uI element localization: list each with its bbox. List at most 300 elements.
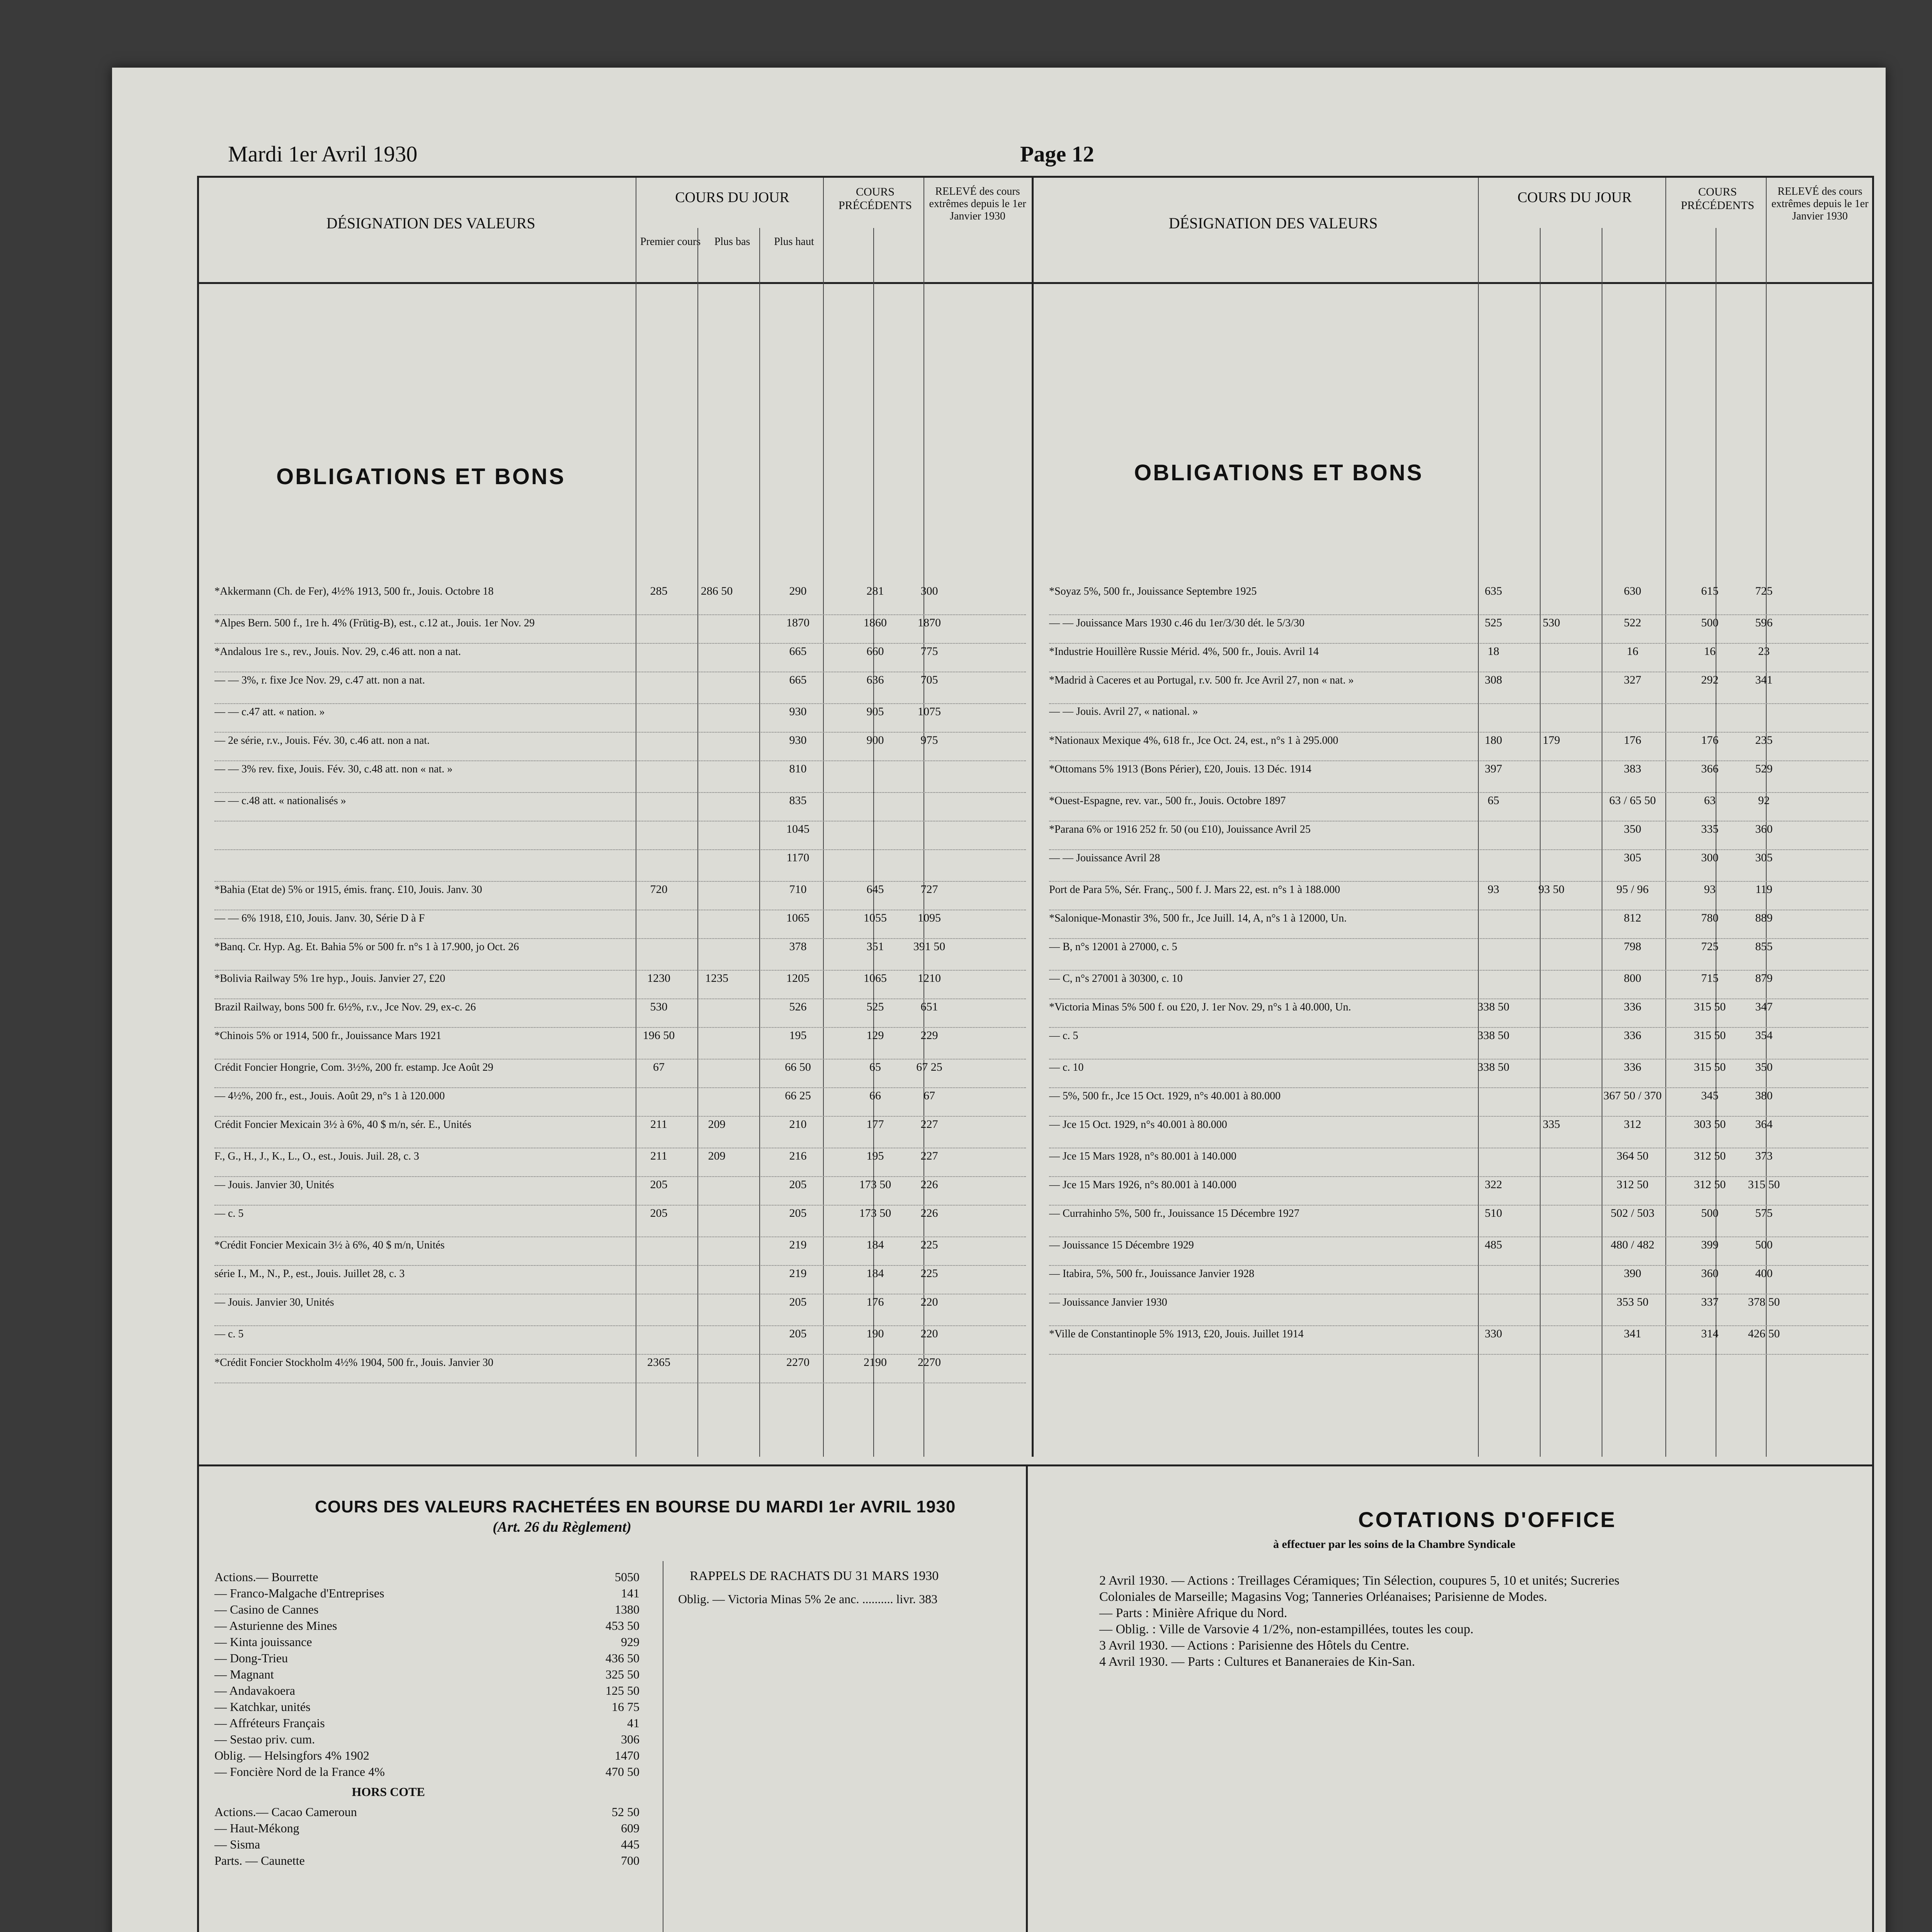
bond-prec: 1065 xyxy=(786,912,810,924)
bond-name: Brazil Railway, bons 500 fr. 6½%, r.v., Jce Nov. 29, ex-c. 26 xyxy=(214,1001,476,1013)
left-cours-prec-header: COURS PRÉCÉDENTS xyxy=(838,185,912,212)
bond-releve-haut: 92 xyxy=(1758,794,1770,807)
bond-releve-bas: 399 xyxy=(1701,1238,1719,1251)
bond-prec: 336 xyxy=(1624,1061,1641,1073)
bond-name: *Ouest-Espagne, rev. var., 500 fr., Jouis. Octobre 1897 xyxy=(1049,795,1286,807)
bond-releve-haut: 226 xyxy=(920,1178,938,1191)
bond-prec: 522 xyxy=(1624,616,1641,629)
bond-prec: 378 xyxy=(789,940,807,953)
rachetee-name: — Sestao priv. cum. xyxy=(214,1732,315,1746)
bond-haut: 209 xyxy=(708,1118,726,1131)
bond-releve-haut: 220 xyxy=(920,1327,938,1340)
bond-premier: 285 xyxy=(650,585,668,597)
left-bas-header: Plus bas xyxy=(714,236,750,248)
bond-row xyxy=(1049,644,1868,672)
bond-premier: 635 xyxy=(1485,585,1502,597)
hors-cote-title: HORS COTE xyxy=(352,1785,425,1799)
bond-name: — — Jouis. Avril 27, « national. » xyxy=(1049,706,1198,718)
rachetees-title: COURS DES VALEURS RACHETÉES EN BOURSE DU MARDI 1er AVRIL 1930 xyxy=(315,1497,956,1516)
bond-releve-bas: 281 xyxy=(866,585,884,597)
bond-releve-haut: 235 xyxy=(1755,734,1773,747)
bond-releve-haut: 119 xyxy=(1755,883,1772,896)
rachetee-item xyxy=(214,1601,659,1617)
bond-name: *Alpes Bern. 500 f., 1re h. 4% (Frütig-B), est., c.12 at., Jouis. 1er Nov. 29 xyxy=(214,617,535,629)
bond-releve-haut: 651 xyxy=(920,1000,938,1013)
hors-cote-name: Parts. — Caunette xyxy=(214,1854,305,1867)
page-number: Page 12 xyxy=(1020,141,1094,167)
bond-haut: 1235 xyxy=(705,972,728,985)
bond-releve-haut: 227 xyxy=(920,1118,938,1131)
bond-releve-haut: 705 xyxy=(920,673,938,686)
bond-releve-bas: 184 xyxy=(866,1238,884,1251)
rachetee-name: — Kinta jouissance xyxy=(214,1635,312,1649)
bond-releve-bas: 173 50 xyxy=(859,1207,891,1219)
bond-releve-haut: 341 xyxy=(1755,673,1773,686)
bond-releve-haut: 220 xyxy=(920,1296,938,1308)
bond-premier: 338 50 xyxy=(1477,1061,1510,1073)
bond-premier: 211 xyxy=(650,1150,667,1162)
rachetee-item xyxy=(214,1747,659,1764)
bond-prec: 350 xyxy=(1624,823,1641,835)
bond-premier: 338 50 xyxy=(1477,1000,1510,1013)
bond-prec: 195 xyxy=(789,1029,807,1042)
bond-row xyxy=(214,939,1026,971)
bond-row xyxy=(214,1206,1026,1237)
hors-cote-cours: 445 xyxy=(621,1837,639,1851)
bond-prec: 205 xyxy=(789,1207,807,1219)
bond-row xyxy=(214,1237,1026,1266)
bond-premier: 205 xyxy=(650,1207,668,1219)
bond-releve-bas: 300 xyxy=(1701,851,1719,864)
bond-releve-bas: 660 xyxy=(866,645,884,658)
bond-name: *Banq. Cr. Hyp. Ag. Et. Bahia 5% or 500 fr. n°s 1 à 17.900, jo Oct. 26 xyxy=(214,941,519,953)
bond-name: — Jouissance 15 Décembre 1929 xyxy=(1049,1239,1194,1251)
bond-prec: 336 xyxy=(1624,1029,1641,1042)
bond-prec: 210 xyxy=(789,1118,807,1131)
bond-name: Port de Para 5%, Sér. Franç., 500 f. J. Mars 22, est. n°s 1 à 188.000 xyxy=(1049,884,1340,896)
bond-row xyxy=(214,704,1026,733)
bond-releve-bas: 335 xyxy=(1701,823,1719,835)
bond-haut: 209 xyxy=(708,1150,726,1162)
rachetee-item xyxy=(214,1634,659,1650)
bond-name: *Chinois 5% or 1914, 500 fr., Jouissance Mars 1921 xyxy=(214,1030,442,1042)
left-premier-header: Premier cours xyxy=(640,236,701,248)
rachetee-cours: 470 50 xyxy=(605,1765,639,1779)
bond-prec: 390 xyxy=(1624,1267,1641,1280)
bond-row xyxy=(214,850,1026,882)
bond-row xyxy=(214,672,1026,704)
rachetees-list xyxy=(214,1569,659,1869)
bond-releve-bas: 351 xyxy=(866,940,884,953)
bond-prec: 665 xyxy=(789,673,807,686)
bond-row xyxy=(1049,971,1868,999)
bond-haut: 335 xyxy=(1543,1118,1560,1131)
bond-releve-bas: 525 xyxy=(866,1000,884,1013)
bond-releve-bas: 312 50 xyxy=(1694,1150,1726,1162)
rachetee-item xyxy=(214,1666,659,1682)
bond-premier: 211 xyxy=(650,1118,667,1131)
bond-prec: 205 xyxy=(789,1296,807,1308)
bond-row xyxy=(214,644,1026,672)
bond-row xyxy=(1049,761,1868,793)
rachetee-item xyxy=(214,1682,659,1699)
bond-name: — c. 10 xyxy=(1049,1061,1084,1073)
bond-prec: 353 50 xyxy=(1616,1296,1649,1308)
bond-releve-haut: 426 50 xyxy=(1748,1327,1780,1340)
bond-releve-haut: 855 xyxy=(1755,940,1773,953)
bond-row xyxy=(1049,1060,1868,1088)
rachetee-cours: 41 xyxy=(627,1716,639,1730)
right-cours-jour-header: COURS DU JOUR xyxy=(1517,189,1632,206)
bond-name: — Jce 15 Mars 1928, n°s 80.001 à 140.000 xyxy=(1049,1150,1236,1162)
bond-row xyxy=(214,999,1026,1028)
bond-premier: 397 xyxy=(1485,762,1502,775)
right-section-title: OBLIGATIONS ET BONS xyxy=(1134,460,1423,485)
cotation-line: — Parts : Minière Afrique du Nord. xyxy=(1099,1606,1287,1620)
right-cours-prec-header: COURS PRÉCÉDENTS xyxy=(1680,185,1755,212)
bond-releve-haut: 23 xyxy=(1758,645,1770,658)
bond-prec: 63 / 65 50 xyxy=(1609,794,1656,807)
bond-releve-bas: 500 xyxy=(1701,1207,1719,1219)
bond-row xyxy=(214,1294,1026,1326)
cotations-subtitle: à effectuer par les soins de la Chambre Syndicale xyxy=(1273,1538,1515,1551)
bond-name: *Akkermann (Ch. de Fer), 4½% 1913, 500 fr., Jouis. Octobre 18 xyxy=(214,585,494,597)
bond-premier: 18 xyxy=(1488,645,1499,658)
bond-releve-haut: 350 xyxy=(1755,1061,1773,1073)
bond-prec: 312 xyxy=(1624,1118,1641,1131)
bond-releve-haut: 500 xyxy=(1755,1238,1773,1251)
left-designation-header: DÉSIGNATION DES VALEURS xyxy=(326,214,536,232)
bond-releve-haut: 1870 xyxy=(918,616,941,629)
rachetee-item xyxy=(214,1731,659,1747)
bond-releve-bas: 315 50 xyxy=(1694,1029,1726,1042)
rappels-rachats-title: RAPPELS DE RACHATS DU 31 MARS 1930 xyxy=(690,1569,939,1583)
bond-name: — 5%, 500 fr., Jce 15 Oct. 1929, n°s 40.001 à 80.000 xyxy=(1049,1090,1281,1102)
hors-cote-name: Actions.— Cacao Cameroun xyxy=(214,1805,357,1819)
bond-releve-haut: 67 25 xyxy=(916,1061,942,1073)
rachetee-cours: 929 xyxy=(621,1635,639,1649)
hors-cote-cours: 700 xyxy=(621,1854,639,1867)
bond-name: — Jouis. Janvier 30, Unités xyxy=(214,1296,334,1308)
rachetee-name: Oblig. — Helsingfors 4% 1902 xyxy=(214,1748,369,1762)
cotation-line: 2 Avril 1930. — Actions : Treillages Céramiques; Tin Sélection, coupures 5, 10 et unités; Sucreries xyxy=(1099,1573,1620,1588)
bond-prec: 502 / 503 xyxy=(1611,1207,1655,1219)
rachetee-name: — Magnant xyxy=(214,1667,274,1681)
bond-releve-haut: 315 50 xyxy=(1748,1178,1780,1191)
bond-releve-bas: 190 xyxy=(866,1327,884,1340)
bond-prec: 341 xyxy=(1624,1327,1641,1340)
bond-name: — Jce 15 Mars 1926, n°s 80.001 à 140.000 xyxy=(1049,1179,1236,1191)
bond-row xyxy=(214,1355,1026,1383)
left-obligations-table xyxy=(214,583,1026,1383)
bond-name: *Crédit Foncier Mexicain 3½ à 6%, 40 $ m/n, Unités xyxy=(214,1239,445,1251)
main-frame xyxy=(197,176,1874,1932)
rachetee-item xyxy=(214,1569,659,1585)
bond-prec: 364 50 xyxy=(1616,1150,1649,1162)
bond-name: *Parana 6% or 1916 252 fr. 50 (ou £10), Jouissance Avril 25 xyxy=(1049,823,1311,835)
bond-releve-bas: 636 xyxy=(866,673,884,686)
bond-name: — Itabira, 5%, 500 fr., Jouissance Janvier 1928 xyxy=(1049,1268,1255,1280)
cotations-title: COTATIONS D'OFFICE xyxy=(1358,1507,1617,1532)
bond-name: — C, n°s 27001 à 30300, c. 10 xyxy=(1049,973,1183,985)
bond-prec: 219 xyxy=(789,1238,807,1251)
bond-name: — Jouissance Janvier 1930 xyxy=(1049,1296,1167,1308)
rachetee-cours: 453 50 xyxy=(605,1619,639,1633)
bond-row xyxy=(1049,1326,1868,1355)
bond-name: *Crédit Foncier Stockholm 4½% 1904, 500 fr., Jouis. Janvier 30 xyxy=(214,1357,493,1369)
bond-row xyxy=(214,583,1026,615)
bond-row xyxy=(1049,1237,1868,1266)
bond-prec: 205 xyxy=(789,1327,807,1340)
hors-cote-name: — Haut-Mékong xyxy=(214,1821,299,1835)
bond-haut: 286 50 xyxy=(701,585,733,597)
bond-prec: 930 xyxy=(789,734,807,747)
bond-prec: 216 xyxy=(789,1150,807,1162)
bond-premier: 338 50 xyxy=(1477,1029,1510,1042)
bond-prec: 1170 xyxy=(786,851,810,864)
bond-releve-haut: 225 xyxy=(920,1238,938,1251)
bond-releve-bas: 173 50 xyxy=(859,1178,891,1191)
bond-prec: 630 xyxy=(1624,585,1641,597)
bond-prec: 710 xyxy=(789,883,807,896)
rachetee-name: — Andavakoera xyxy=(214,1684,295,1697)
bond-row xyxy=(1049,1206,1868,1237)
bond-name: — — Jouissance Avril 28 xyxy=(1049,852,1160,864)
bond-releve-bas: 1065 xyxy=(864,972,887,985)
bond-name: — Jouis. Janvier 30, Unités xyxy=(214,1179,334,1191)
bond-releve-haut: 575 xyxy=(1755,1207,1773,1219)
bond-row xyxy=(1049,583,1868,615)
bond-releve-bas: 315 50 xyxy=(1694,1000,1726,1013)
bond-releve-bas: 725 xyxy=(1701,940,1719,953)
bond-row xyxy=(1049,882,1868,910)
bond-prec: 16 xyxy=(1627,645,1638,658)
bond-row xyxy=(214,910,1026,939)
bond-row xyxy=(214,1326,1026,1355)
rappels-rachats-text: Oblig. — Victoria Minas 5% 2e anc. .......... livr. 383 xyxy=(678,1592,938,1606)
bond-releve-bas: 1055 xyxy=(864,912,887,924)
bond-premier: 93 xyxy=(1488,883,1499,896)
bond-row xyxy=(1049,704,1868,733)
bond-releve-haut: 67 xyxy=(923,1089,935,1102)
rachetee-item xyxy=(214,1617,659,1634)
bond-releve-haut: 1075 xyxy=(918,705,941,718)
bond-name: Crédit Foncier Mexicain 3½ à 6%, 40 $ m/n, sér. E., Unités xyxy=(214,1119,471,1131)
bond-name: F., G., H., J., K., L., O., est., Jouis. Juil. 28, c. 3 xyxy=(214,1150,419,1162)
bond-premier: 65 xyxy=(1488,794,1499,807)
bond-name: *Nationaux Mexique 4%, 618 fr., Jce Oct. 24, est., n°s 1 à 295.000 xyxy=(1049,735,1338,747)
bond-row xyxy=(1049,1266,1868,1294)
bond-releve-haut: 391 50 xyxy=(913,940,946,953)
bond-prec: 95 / 96 xyxy=(1616,883,1649,896)
bond-name: *Salonique-Monastir 3%, 500 fr., Jce Juill. 14, A, n°s 1 à 12000, Un. xyxy=(1049,912,1347,924)
bond-releve-haut: 975 xyxy=(920,734,938,747)
bond-releve-haut: 227 xyxy=(920,1150,938,1162)
bond-releve-haut: 300 xyxy=(920,585,938,597)
hors-cote-cours: 52 50 xyxy=(612,1805,639,1819)
bond-releve-bas: 66 xyxy=(869,1089,881,1102)
bond-prec: 176 xyxy=(1624,734,1641,747)
bond-releve-bas: 715 xyxy=(1701,972,1719,985)
bond-premier: 720 xyxy=(650,883,668,896)
bond-prec: 798 xyxy=(1624,940,1641,953)
bond-premier: 525 xyxy=(1485,616,1502,629)
bond-releve-haut: 354 xyxy=(1755,1029,1773,1042)
bond-premier: 1230 xyxy=(647,972,670,985)
bond-prec: 305 xyxy=(1624,851,1641,864)
bond-premier: 205 xyxy=(650,1178,668,1191)
bond-releve-haut: 889 xyxy=(1755,912,1773,924)
bond-name: *Ville de Constantinople 5% 1913, £20, Jouis. Juillet 1914 xyxy=(1049,1328,1304,1340)
bond-haut: 530 xyxy=(1543,616,1560,629)
bond-name: — B, n°s 12001 à 27000, c. 5 xyxy=(1049,941,1177,953)
bond-releve-bas: 315 50 xyxy=(1694,1061,1726,1073)
bond-row xyxy=(1049,672,1868,704)
bond-prec: 665 xyxy=(789,645,807,658)
bond-prec: 66 50 xyxy=(785,1061,811,1073)
bond-releve-bas: 129 xyxy=(866,1029,884,1042)
cotation-line: Coloniales de Marseille; Magasins Vog; Tanneries Orléanaises; Parisienne de Modes. xyxy=(1099,1590,1548,1604)
bond-releve-bas: 63 xyxy=(1704,794,1716,807)
bond-releve-bas: 177 xyxy=(866,1118,884,1131)
bond-prec: 312 50 xyxy=(1616,1178,1649,1191)
bond-name: — c. 5 xyxy=(214,1208,244,1219)
bond-premier: 485 xyxy=(1485,1238,1502,1251)
bond-name: *Ottomans 5% 1913 (Bons Périer), £20, Jouis. 13 Déc. 1914 xyxy=(1049,763,1311,775)
rachetee-cours: 436 50 xyxy=(605,1651,639,1665)
bond-prec: 1870 xyxy=(786,616,810,629)
rachetees-subtitle: (Art. 26 du Règlement) xyxy=(493,1519,631,1535)
bond-releve-bas: 292 xyxy=(1701,673,1719,686)
bond-row xyxy=(1049,615,1868,644)
rachetee-name: — Katchkar, unités xyxy=(214,1700,311,1714)
bond-name: *Soyaz 5%, 500 fr., Jouissance Septembre 1925 xyxy=(1049,585,1257,597)
cotation-line: — Oblig. : Ville de Varsovie 4 1/2%, non-estampillées, toutes les coup. xyxy=(1099,1622,1474,1636)
bond-prec: 290 xyxy=(789,585,807,597)
bond-name: *Victoria Minas 5% 500 f. ou £20, J. 1er Nov. 29, n°s 1 à 40.000, Un. xyxy=(1049,1001,1351,1013)
bond-row xyxy=(214,1117,1026,1148)
bond-premier: 530 xyxy=(650,1000,668,1013)
bond-releve-bas: 337 xyxy=(1701,1296,1719,1308)
bond-prec: 810 xyxy=(789,762,807,775)
bond-row xyxy=(1049,1117,1868,1148)
cotation-line: 4 Avril 1930. — Parts : Cultures et Bananeraies de Kin-San. xyxy=(1099,1655,1415,1669)
bond-releve-bas: 314 xyxy=(1701,1327,1719,1340)
rachetee-cours: 1380 xyxy=(615,1602,639,1616)
rachetee-item xyxy=(214,1650,659,1666)
bond-premier: 322 xyxy=(1485,1178,1502,1191)
bond-premier: 180 xyxy=(1485,734,1502,747)
bond-prec: 66 25 xyxy=(785,1089,811,1102)
bond-releve-bas: 1860 xyxy=(864,616,887,629)
bond-row xyxy=(1049,999,1868,1028)
bond-name: — 2e série, r.v., Jouis. Fév. 30, c.46 att. non a nat. xyxy=(214,735,430,747)
rachetee-cours: 306 xyxy=(621,1732,639,1746)
bond-name: *Madrid à Caceres et au Portugal, r.v. 500 fr. Jce Avril 27, non « nat. » xyxy=(1049,674,1354,686)
bond-prec: 812 xyxy=(1624,912,1641,924)
rachetee-item xyxy=(214,1699,659,1715)
bond-premier: 330 xyxy=(1485,1327,1502,1340)
bond-prec: 835 xyxy=(789,794,807,807)
bond-row xyxy=(214,615,1026,644)
bond-releve-bas: 16 xyxy=(1704,645,1716,658)
bond-prec: 800 xyxy=(1624,972,1641,985)
bond-name: — — 3%, r. fixe Jce Nov. 29, c.47 att. non a nat. xyxy=(214,674,425,686)
rachetee-name: — Dong-Trieu xyxy=(214,1651,288,1665)
bond-row xyxy=(1049,939,1868,971)
right-obligations-table xyxy=(1049,583,1868,1355)
bond-name: — c. 5 xyxy=(214,1328,244,1340)
bond-row xyxy=(214,821,1026,850)
bond-row xyxy=(1049,1088,1868,1117)
bond-prec: 930 xyxy=(789,705,807,718)
bond-releve-bas: 345 xyxy=(1701,1089,1719,1102)
bond-name: — — 6% 1918, £10, Jouis. Janv. 30, Série D à F xyxy=(214,912,425,924)
rachetee-cours: 5050 xyxy=(615,1570,639,1584)
rachetee-name: — Casino de Cannes xyxy=(214,1602,319,1616)
bond-row xyxy=(214,1060,1026,1088)
left-releve-header: RELEVÉ des cours extrêmes depuis le 1er Janvier 1930 xyxy=(929,185,1026,223)
bond-releve-haut: 364 xyxy=(1755,1118,1773,1131)
bond-row xyxy=(214,1088,1026,1117)
bond-name: série I., M., N., P., est., Jouis. Juillet 28, c. 3 xyxy=(214,1268,405,1280)
bond-releve-haut: 229 xyxy=(920,1029,938,1042)
bond-releve-bas: 176 xyxy=(1701,734,1719,747)
bond-prec: 526 xyxy=(789,1000,807,1013)
rachetee-cours: 16 75 xyxy=(612,1700,639,1714)
bond-releve-haut: 360 xyxy=(1755,823,1773,835)
bond-releve-bas: 615 xyxy=(1701,585,1719,597)
newspaper-page xyxy=(112,68,1886,1932)
bond-name: — — c.47 att. « nation. » xyxy=(214,706,325,718)
bond-name: *Bolivia Railway 5% 1re hyp., Jouis. Janvier 27, £20 xyxy=(214,973,446,985)
hors-cote-item xyxy=(214,1804,659,1820)
bond-prec: 205 xyxy=(789,1178,807,1191)
bond-haut: 93 50 xyxy=(1538,883,1565,896)
bond-releve-bas: 645 xyxy=(866,883,884,896)
bond-releve-haut: 1210 xyxy=(918,972,941,985)
bond-releve-haut: 380 xyxy=(1755,1089,1773,1102)
rachetee-cours: 1470 xyxy=(615,1748,639,1762)
rachetee-name: — Asturienne des Mines xyxy=(214,1619,337,1633)
bond-row xyxy=(214,1028,1026,1060)
bond-releve-bas: 360 xyxy=(1701,1267,1719,1280)
bond-releve-bas: 780 xyxy=(1701,912,1719,924)
bond-row xyxy=(214,793,1026,821)
bond-row xyxy=(1049,850,1868,882)
bond-name: — Currahinho 5%, 500 fr., Jouissance 15 Décembre 1927 xyxy=(1049,1208,1299,1219)
bond-premier: 2365 xyxy=(647,1356,670,1369)
page-date: Mardi 1er Avril 1930 xyxy=(228,141,418,167)
bond-premier: 196 50 xyxy=(643,1029,675,1042)
hors-cote-item xyxy=(214,1820,659,1836)
bond-row xyxy=(1049,1177,1868,1206)
bond-releve-haut: 347 xyxy=(1755,1000,1773,1013)
bond-row xyxy=(214,971,1026,999)
bond-name: Crédit Foncier Hongrie, Com. 3½%, 200 fr. estamp. Jce Août 29 xyxy=(214,1061,493,1073)
bond-row xyxy=(214,1266,1026,1294)
bond-releve-haut: 2270 xyxy=(918,1356,941,1369)
bond-releve-haut: 529 xyxy=(1755,762,1773,775)
bond-releve-haut: 225 xyxy=(920,1267,938,1280)
rachetee-cours: 325 50 xyxy=(605,1667,639,1681)
bond-row xyxy=(214,1148,1026,1177)
bond-prec: 1045 xyxy=(786,823,810,835)
cotations-list xyxy=(1099,1573,1872,1670)
bond-releve-bas: 195 xyxy=(866,1150,884,1162)
bond-prec: 219 xyxy=(789,1267,807,1280)
bond-row xyxy=(1049,733,1868,761)
